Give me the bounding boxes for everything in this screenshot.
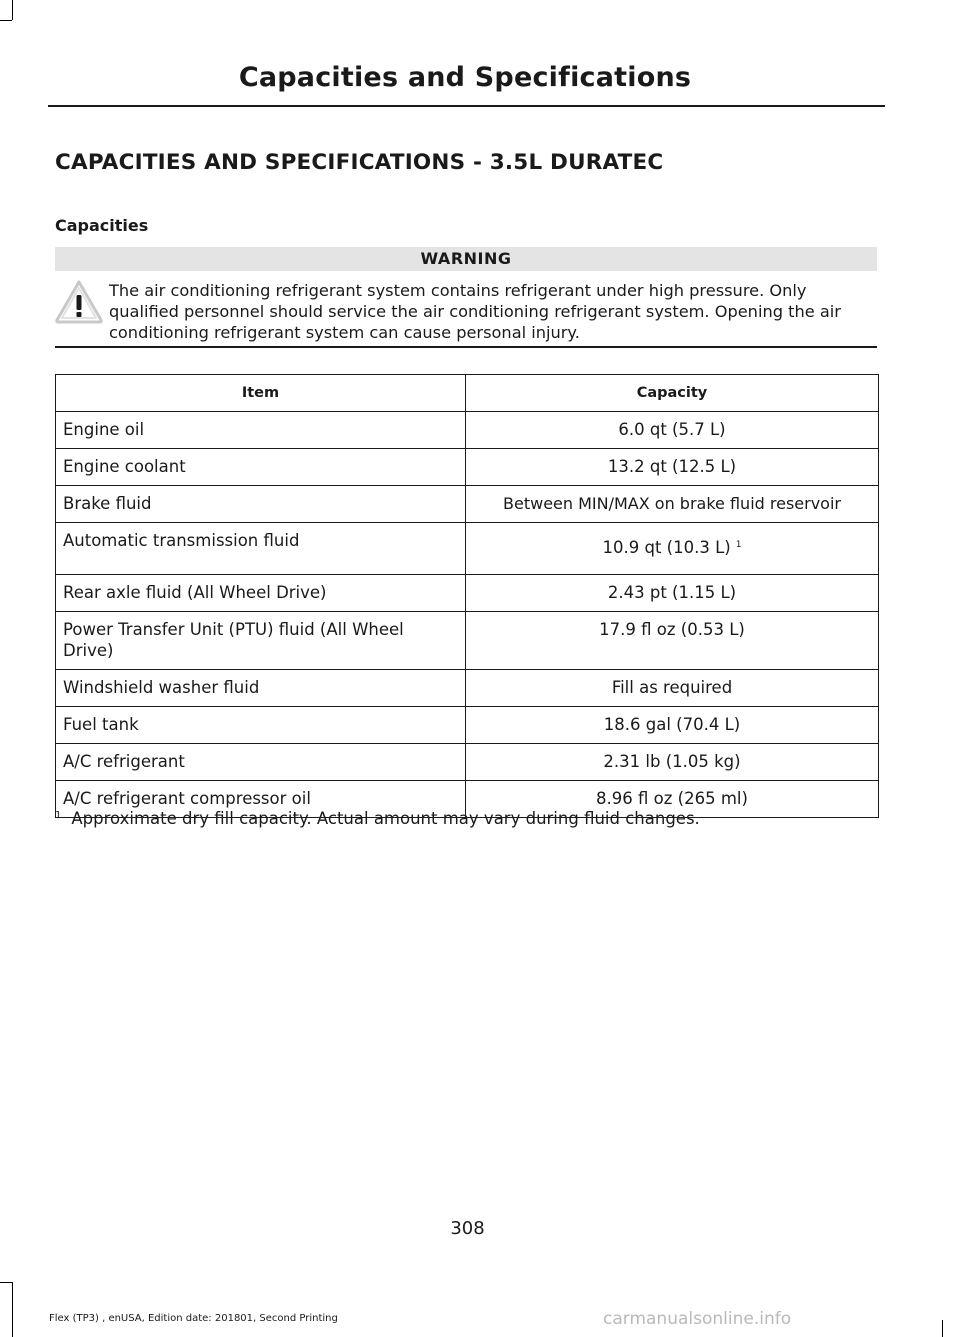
warning-label: WARNING: [55, 247, 877, 271]
capacity-cell: 8.96 fl oz (265 ml): [466, 781, 879, 818]
table-row: [56, 670, 879, 707]
capacities-table: [55, 374, 879, 818]
capacity-value: 10.9 qt (10.3 L): [602, 538, 731, 557]
item-cell: A/C refrigerant: [56, 744, 466, 781]
capacity-cell: Fill as required: [466, 670, 879, 707]
crop-mark-bottom-left-v: [12, 1282, 13, 1337]
item-cell: Brake fluid: [56, 486, 466, 523]
footnote-text: Approximate dry fill capacity. Actual amount may vary during fluid changes.: [71, 809, 700, 828]
section-title: CAPACITIES AND SPECIFICATIONS - 3.5L DURATEC: [55, 150, 664, 175]
item-cell: A/C refrigerant compressor oil: [56, 781, 466, 818]
table-row: [56, 707, 879, 744]
item-cell: Rear axle fluid (All Wheel Drive): [56, 575, 466, 612]
item-cell: Engine coolant: [56, 449, 466, 486]
capacity-cell: 2.43 pt (1.15 L): [466, 575, 879, 612]
subheading: Capacities: [55, 216, 149, 235]
item-cell: Power Transfer Unit (PTU) fluid (All Wheel Drive): [56, 612, 466, 670]
page-number: 308: [450, 1218, 485, 1239]
capacity-cell: 17.9 fl oz (0.53 L): [466, 612, 879, 670]
footnote: [55, 809, 700, 828]
table-row: [56, 449, 879, 486]
crop-mark-bottom-left-h: [0, 1282, 12, 1283]
warning-triangle-icon: [55, 280, 103, 324]
table-row: [56, 575, 879, 612]
edition-imprint: Flex (TP3) , enUSA, Edition date: 201801, Second Printing: [49, 1313, 338, 1324]
running-title: Capacities and Specifications: [238, 62, 692, 93]
table-row: [56, 744, 879, 781]
table-row: [56, 412, 879, 449]
capacity-cell: 18.6 gal (70.4 L): [466, 707, 879, 744]
crop-mark-top-left-v: [12, 0, 13, 20]
capacity-cell: 6.0 qt (5.7 L): [466, 412, 879, 449]
column-header-capacity: Capacity: [466, 375, 879, 412]
capacity-cell: 13.2 qt (12.5 L): [466, 449, 879, 486]
crop-mark-top-left-h: [0, 20, 12, 21]
table-row: [56, 612, 879, 670]
item-cell: Automatic transmission fluid: [56, 523, 466, 575]
header-rule: [48, 105, 885, 107]
capacity-cell: Between MIN/MAX on brake fluid reservoir: [466, 486, 879, 523]
footnote-marker: 1: [55, 810, 62, 821]
table-row: [56, 486, 879, 523]
table-row: [56, 523, 879, 575]
table-header-row: [56, 375, 879, 412]
item-cell: Fuel tank: [56, 707, 466, 744]
capacity-cell: 2.31 lb (1.05 kg): [466, 744, 879, 781]
warning-rule: [55, 346, 877, 348]
watermark: carmanualsonline.info: [603, 1309, 792, 1329]
footnote-reference: 1: [735, 540, 742, 550]
item-cell: Engine oil: [56, 412, 466, 449]
capacity-cell: [466, 523, 879, 575]
item-cell: Windshield washer fluid: [56, 670, 466, 707]
column-header-item: Item: [56, 375, 466, 412]
warning-text: The air conditioning refrigerant system contains refrigerant under high pressure. Only qualified personnel should service the air conditioning refrigerant system. Opening the air conditioning refrigerant system can cause personal injury.: [109, 281, 841, 342]
crop-mark-bottom-right-v: [942, 1320, 943, 1337]
